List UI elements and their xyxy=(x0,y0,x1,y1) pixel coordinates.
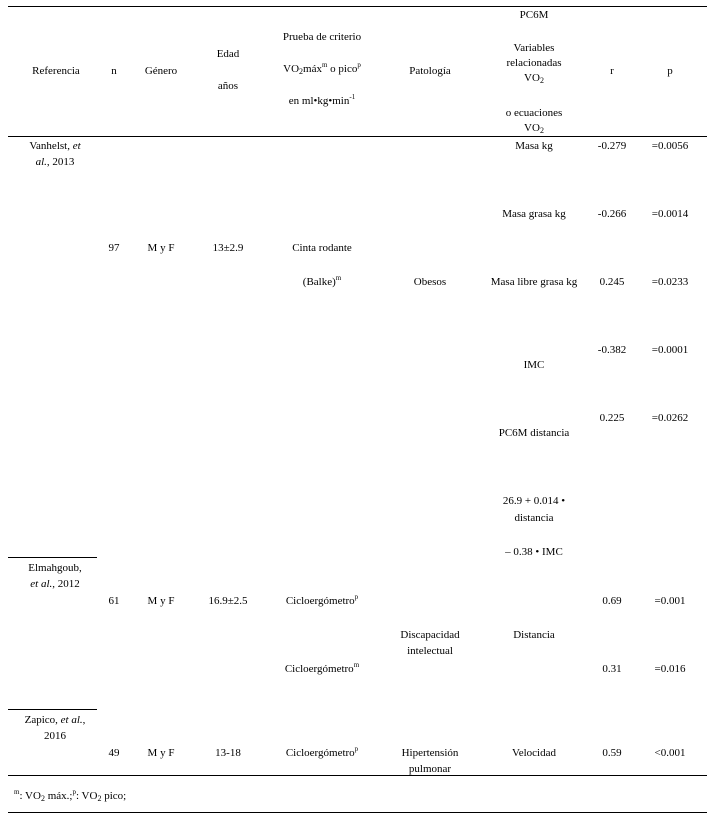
vanhelst-p-masa-libre: =0.0233 xyxy=(651,276,689,288)
vanhelst-var-masa-grasa: Masa grasa kg xyxy=(502,208,566,220)
vanhelst-var-imc: IMC xyxy=(523,359,545,371)
zapico-reference: Zapico, et al., 2016 xyxy=(24,714,86,742)
footnote-bottom-rule xyxy=(8,812,707,813)
vanhelst-var-masa: Masa kg xyxy=(515,140,553,152)
header-edad-line1: Edad xyxy=(216,48,240,60)
vanhelst-prueba-line1: Cinta rodante xyxy=(292,242,352,254)
zapico-p: <0.001 xyxy=(654,747,686,759)
vanhelst-var-pc6m: PC6M distancia xyxy=(498,427,570,439)
elmahgoub-genero: M y F xyxy=(147,595,175,607)
table-top-rule xyxy=(8,6,707,7)
zapico-n: 49 xyxy=(108,747,120,759)
vanhelst-r-masa-grasa: -0.266 xyxy=(597,208,627,220)
header-n: n xyxy=(111,65,117,77)
zapico-r: 0.59 xyxy=(602,747,622,759)
header-prueba-line2: $VO_2máx^m$ o pico$^p$ xyxy=(283,61,361,76)
zapico-edad: 13-18 xyxy=(215,747,241,759)
header-edad-line2: años xyxy=(217,80,239,92)
vanhelst-p-masa-grasa: =0.0014 xyxy=(651,208,689,220)
header-prueba xyxy=(262,29,382,109)
elmahgoub-r-pico: 0.69 xyxy=(602,595,622,607)
elmahgoub-p-pico: =0.001 xyxy=(654,595,686,607)
header-edad xyxy=(194,46,262,94)
header-referencia: Referencia xyxy=(32,65,80,77)
vanhelst-r-masa: -0.279 xyxy=(597,140,627,152)
elmahgoub-p-max: =0.016 xyxy=(654,663,686,675)
vanhelst-reference: Vanhelst, et al., 2013 xyxy=(29,140,81,168)
vanhelst-prueba-line2: (Balke)$^m$ xyxy=(302,274,342,288)
vanhelst-r-masa-libre: 0.245 xyxy=(599,276,625,288)
table-bottom-rule xyxy=(8,775,707,776)
vanhelst-patologia: Obesos xyxy=(413,276,447,288)
vanhelst-equation: 26.9 + 0.014 • distancia – 0.38 • IMC xyxy=(502,495,566,558)
header-r: r xyxy=(610,65,614,77)
vanhelst-r-imc: -0.382 xyxy=(597,344,627,356)
header-genero: Género xyxy=(144,65,178,77)
zapico-genero: M y F xyxy=(147,747,175,759)
vanhelst-p-masa: =0.0056 xyxy=(651,140,689,152)
zapico-prueba: Cicloergómetro$^p$ xyxy=(285,745,359,759)
zapico-var: Velocidad xyxy=(512,747,556,759)
footnote: $^m$: $VO_2$ máx.;$^p$: $VO_2$ pico; xyxy=(14,788,127,803)
vanhelst-p-pc6m: =0.0262 xyxy=(651,412,689,424)
vanhelst-edad: 13±2.9 xyxy=(212,242,244,254)
zapico-separator xyxy=(8,709,97,710)
elmahgoub-prueba-max: Cicloergómetro$^m$ xyxy=(284,661,360,675)
header-ecuaciones: o ecuaciones $VO_2$ xyxy=(505,107,563,135)
vanhelst-genero: M y F xyxy=(147,242,175,254)
elmahgoub-separator xyxy=(8,557,97,558)
header-pc6m: PC6M xyxy=(519,9,549,21)
zapico-patologia: Hipertensión pulmonar xyxy=(401,747,459,775)
vanhelst-var-masa-libre: Masa libre grasa kg xyxy=(490,276,578,288)
vanhelst-n: 97 xyxy=(108,242,120,254)
elmahgoub-var: Distancia xyxy=(513,629,555,641)
header-bottom-rule xyxy=(8,136,707,137)
elmahgoub-n: 61 xyxy=(108,595,120,607)
elmahgoub-edad: 16.9±2.5 xyxy=(208,595,248,607)
vanhelst-p-imc: =0.0001 xyxy=(651,344,689,356)
header-p: p xyxy=(667,65,673,77)
header-prueba-line1: Prueba de criterio xyxy=(282,31,362,43)
elmahgoub-prueba-pico: Cicloergómetro$^p$ xyxy=(285,593,359,607)
header-variables: Variables relacionadas $VO_2$ xyxy=(506,42,562,85)
elmahgoub-patologia: Discapacidad intelectual xyxy=(400,629,460,657)
elmahgoub-r-max: 0.31 xyxy=(602,663,622,675)
elmahgoub-reference: Elmahgoub, et al., 2012 xyxy=(28,562,82,590)
header-prueba-line3: en $ml•kg•\min^{-1}$ xyxy=(288,93,356,107)
vanhelst-r-pc6m: 0.225 xyxy=(599,412,625,424)
header-patologia: Patología xyxy=(409,65,451,77)
